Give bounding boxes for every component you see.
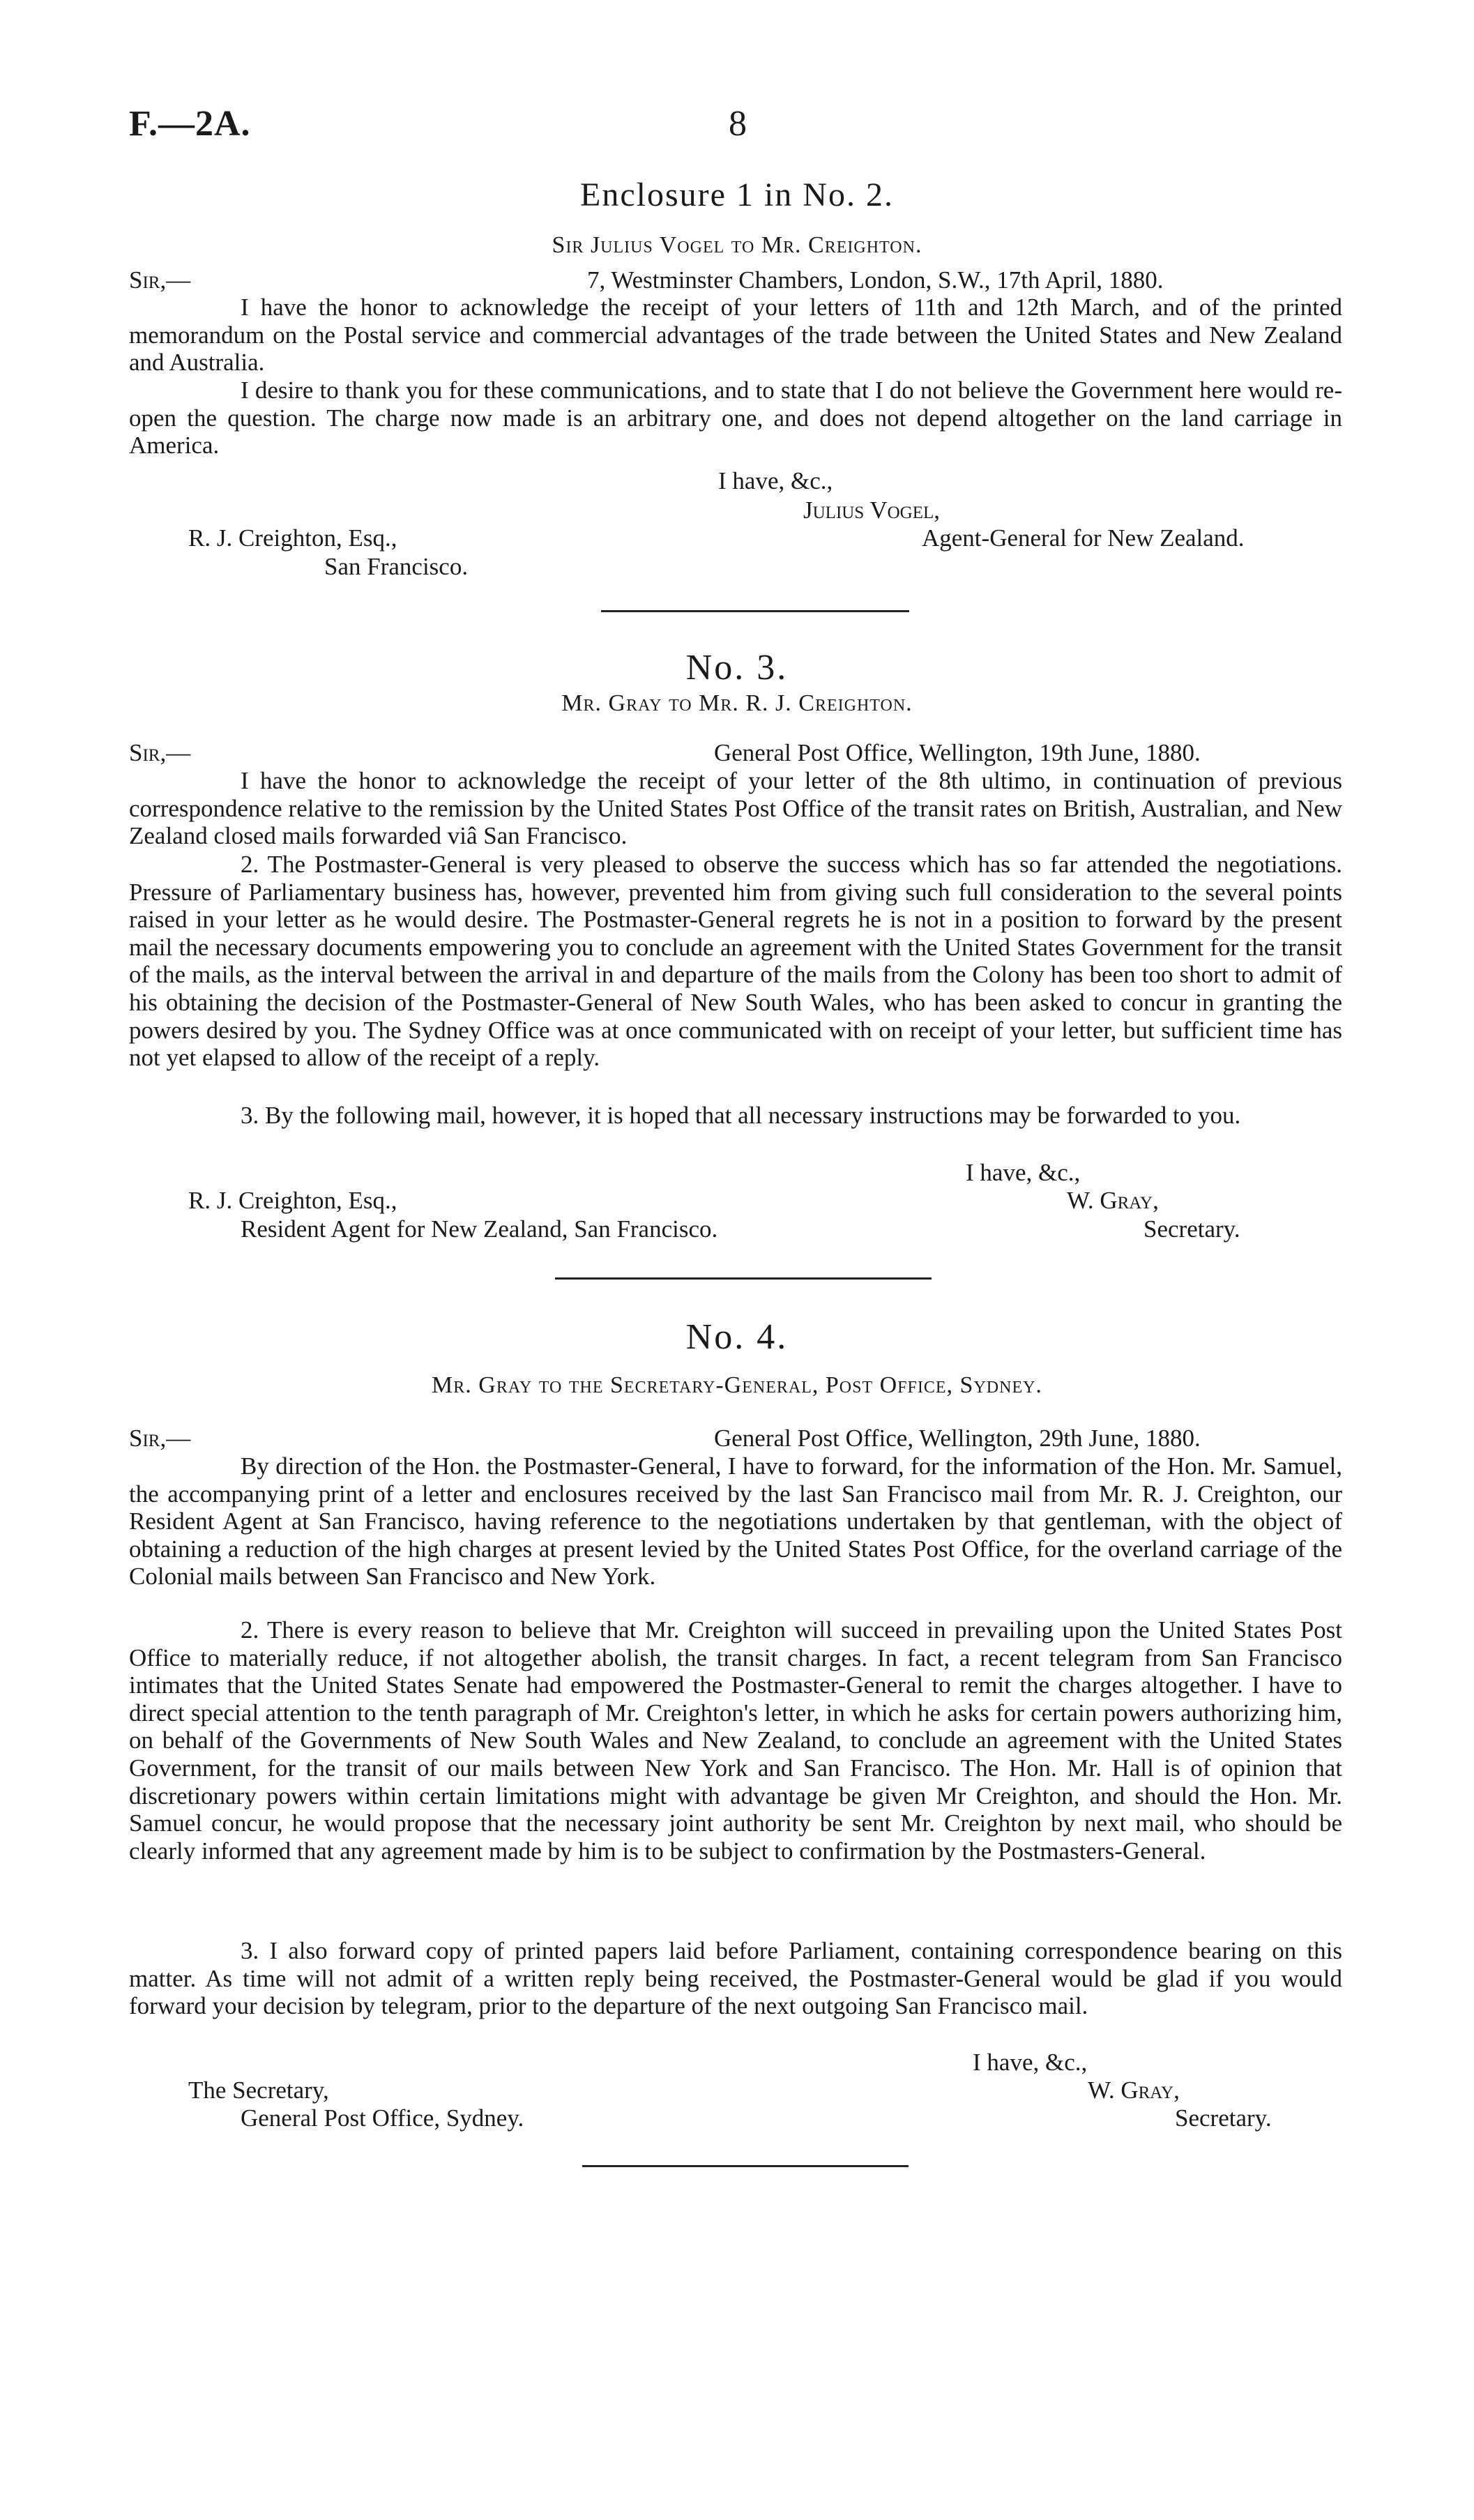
no4-signatory-title: Secretary. bbox=[1175, 2104, 1272, 2132]
section-divider bbox=[582, 2165, 909, 2167]
enclosure-salutation: Sir,— bbox=[129, 266, 191, 294]
no3-addressee-name: R. J. Creighton, Esq., bbox=[188, 1187, 397, 1214]
enclosure-addressee-place: San Francisco. bbox=[324, 553, 469, 580]
section-title-no-4: No. 4. bbox=[685, 1317, 789, 1357]
no3-addressee-place: Resident Agent for New Zealand, San Francisco. bbox=[241, 1215, 718, 1243]
no4-signature: W. Gray, bbox=[1088, 2077, 1180, 2104]
no3-signature: W. Gray, bbox=[1067, 1187, 1159, 1214]
enclosure-paragraph-1: I have the honor to acknowledge the receipt of your letters of 11th and 12th March, and of the printed memorandum on the Postal service and commercial advantages of the trade between the United States and New Zealand and Australia. bbox=[129, 294, 1342, 377]
enclosure-signature: Julius Vogel, bbox=[803, 496, 941, 524]
no3-signatory-title: Secretary. bbox=[1144, 1215, 1240, 1243]
enclosure-subhead: Sir Julius Vogel to Mr. Creighton. bbox=[552, 232, 922, 258]
no3-paragraph-2: 2. The Postmaster-General is very pleased to observe the success which has so far attended the negotiations. Pressure of Parliamentary business has, however, prevented him from giving such full consideration to the several points raised in your letter as he would desire. The Postmaster-General regrets he is not in a position to forward by the present mail the necessary documents empowering you to conclude an agreement with the United States Government for the transit of the mails, as the interval between the arrival in and departure of the mails from the Colony has been too short to admit of his obtaining the decision of the Postmaster-General of New South Wales, who has been asked to concur in granting the powers desired by you. The Sydney Office was at once communicated with on receipt of your letter, but sufficient time has not yet elapsed to allow of the receipt of a reply. bbox=[129, 851, 1342, 1072]
no4-paragraph-1: By direction of the Hon. the Postmaster-General, I have to forward, for the information of the Hon. Mr. Samuel, the accompanying print of a letter and enclosures received by the last San Francisco mail from Mr. R. J. Creighton, our Resident Agent at San Francisco, having reference to the negotiations undertaken by that gentleman, with the object of obtaining a reduction of the high charges at present levied by the United States Post Office, for the overland carriage of the Colonial mails between San Francisco and New York. bbox=[129, 1452, 1342, 1591]
no3-paragraph-1: I have the honor to acknowledge the receipt of your letter of the 8th ultimo, in continuation of previous correspondence relative to the remission by the United States Post Office of the transit rates on British, Australian, and New Zealand closed mails forwarded viâ San Francisco. bbox=[129, 767, 1342, 850]
no4-dateline: General Post Office, Wellington, 29th June, 1880. bbox=[714, 1425, 1201, 1452]
no4-addressee-place: General Post Office, Sydney. bbox=[241, 2104, 524, 2132]
enclosure-addressee-name: R. J. Creighton, Esq., bbox=[188, 524, 397, 552]
document-reference: F.—2A. bbox=[129, 104, 251, 144]
section-subhead-no-4: Mr. Gray to the Secretary-General, Post Office, Sydney. bbox=[432, 1372, 1042, 1398]
no3-dateline: General Post Office, Wellington, 19th June, 1880. bbox=[714, 739, 1201, 766]
enclosure-signatory-title: Agent-General for New Zealand. bbox=[922, 524, 1245, 552]
enclosure-dateline: 7, Westminster Chambers, London, S.W., 17th April, 1880. bbox=[587, 266, 1164, 294]
enclosure-paragraph-2: I desire to thank you for these communications, and to state that I do not believe the Government here would re-open the question. The charge now made is an arbitrary one, and does not depend altogether on the land carriage in America. bbox=[129, 377, 1342, 460]
no3-paragraph-3: 3. By the following mail, however, it is hoped that all necessary instructions may be forwarded to you. bbox=[241, 1102, 1241, 1129]
section-divider bbox=[555, 1277, 932, 1280]
no4-closing: I have, &c., bbox=[973, 2049, 1088, 2076]
section-title-no-3: No. 3. bbox=[685, 648, 789, 688]
no3-salutation: Sir,— bbox=[129, 739, 191, 766]
enclosure-title: Enclosure 1 in No. 2. bbox=[580, 176, 894, 213]
no4-addressee-name: The Secretary, bbox=[188, 2077, 329, 2104]
section-subhead-no-3: Mr. Gray to Mr. R. J. Creighton. bbox=[561, 690, 913, 716]
section-divider bbox=[601, 610, 909, 612]
page-number: 8 bbox=[729, 104, 747, 144]
no4-paragraph-2: 2. There is every reason to believe that Mr. Creighton will succeed in prevailing upon the United States Post Office to materially reduce, if not altogether abolish, the transit charges. In fact, a recent telegram from San Francisco intimates that the United States Senate had empowered the Postmaster-General to remit the charges altogether. I have to direct special attention to the tenth paragraph of Mr. Creighton's letter, in which he asks for certain powers authorizing him, on behalf of the Governments of New South Wales and New Zealand, to conclude an agreement with the United States Government, for the transit of our mails between New York and San Francisco. The Hon. Mr. Hall is of opinion that discretionary powers within certain limitations might with advantage be given Mr Creighton, and should the Hon. Mr. Samuel concur, he would propose that the necessary joint authority be sent Mr. Creighton by next mail, who should be clearly informed that any agreement made by him is to be subject to confirmation by the Postmasters-General. bbox=[129, 1616, 1342, 1865]
no4-salutation: Sir,— bbox=[129, 1425, 191, 1452]
no3-closing: I have, &c., bbox=[966, 1159, 1081, 1186]
enclosure-closing: I have, &c., bbox=[718, 467, 833, 494]
no4-paragraph-3: 3. I also forward copy of printed papers laid before Parliament, containing correspondence bearing on this matter. As time will not admit of a written reply being received, the Postmaster-General would be glad if you would forward your decision by telegram, prior to the departure of the next outgoing San Francisco mail. bbox=[129, 1937, 1342, 2020]
